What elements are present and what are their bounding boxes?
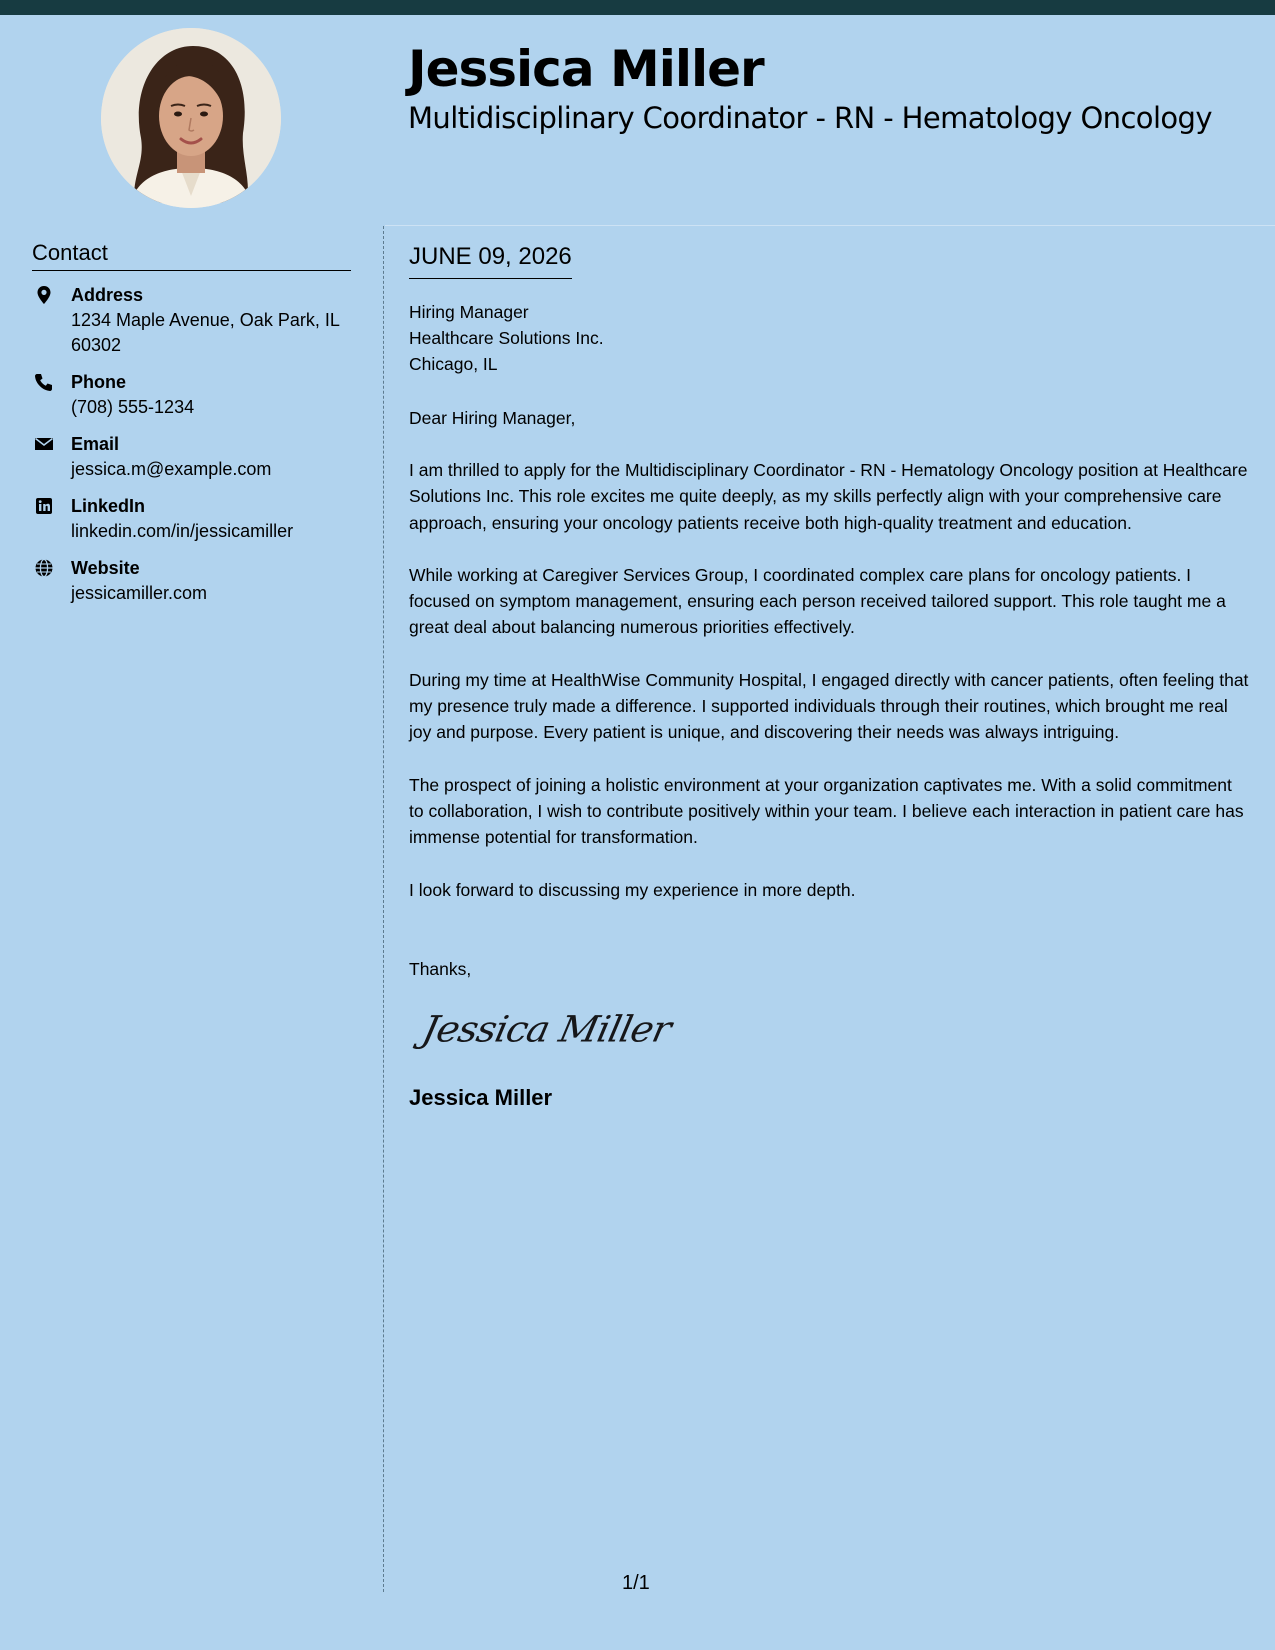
phone-icon [34, 372, 54, 392]
website-value[interactable]: jessicamiller.com [71, 583, 208, 604]
linkedin-icon [34, 496, 54, 516]
paragraph: During my time at HealthWise Community Hospital, I engaged directly with cancer patients, often feeling that my presence truly made a difference. I supported individuals through their routines, which brought me real joy and purpose. Every patient is unique, and discovering their needs was always intriguing. [409, 669, 1249, 743]
contact-item-email [32, 432, 351, 482]
paragraph: The prospect of joining a holistic environment at your organization captivates me. With a solid commitment to collaboration, I wish to contribute positively within your team. I believe each interaction in patient care has immense potential for transformation. [409, 774, 1244, 848]
contact-label: Address [71, 285, 144, 306]
linkedin-value[interactable]: linkedin.com/in/jessicamiller [71, 521, 294, 542]
recipient-block [409, 299, 1249, 378]
contact-label: Email [71, 434, 120, 455]
paragraph: I am thrilled to apply for the Multidisciplinary Coordinator - RN - Hematology Oncology position at Healthcare Solutions Inc. This role excites me quite deeply, as my skills perfectly align with your comprehensive care approach, ensuring your oncology patients receive both high-quality treatment and education. [409, 459, 1248, 533]
contact-item-website [32, 556, 351, 606]
top-accent-bar [0, 0, 1275, 15]
page-number: 1/1 [622, 1572, 650, 1594]
sign-off: Thanks, [409, 958, 472, 979]
envelope-icon [34, 434, 54, 454]
signer-name: Jessica Miller [409, 1085, 553, 1111]
header-divider [385, 225, 1275, 226]
address-value: 1234 Maple Avenue, Oak Park, IL 60302 [71, 310, 340, 356]
salutation: Dear Hiring Manager, [409, 407, 576, 428]
contact-item-linkedin [32, 494, 351, 544]
contact-label: Website [71, 558, 140, 579]
contact-heading: Contact [32, 240, 351, 271]
contact-item-phone [32, 370, 351, 420]
header-name: Jessica Miller [408, 40, 764, 98]
paragraph: While working at Caregiver Services Group, I coordinated complex care plans for oncology patients. I focused on symptom management, ensuring each person received tailored support. This role taught me a great deal about balancing numerous priorities effectively. [409, 564, 1226, 638]
letter-body [409, 243, 1249, 1112]
sidebar-contact [32, 240, 351, 618]
contact-item-address [32, 283, 351, 358]
recipient-line: Healthcare Solutions Inc. [409, 328, 604, 349]
header-job-title: Multidisciplinary Coordinator - RN - Hematology Oncology [408, 101, 1212, 135]
map-pin-icon [34, 285, 54, 305]
recipient-line: Chicago, IL [409, 354, 498, 375]
column-divider [383, 226, 384, 1592]
globe-icon [34, 558, 54, 578]
letter-date: JUNE 09, 2026 [409, 243, 572, 279]
contact-label: LinkedIn [71, 496, 146, 517]
handwritten-signature: Jessica Miller [418, 1008, 675, 1051]
contact-label: Phone [71, 372, 127, 393]
email-value[interactable]: jessica.m@example.com [71, 459, 272, 480]
recipient-line: Hiring Manager [409, 301, 529, 322]
avatar [101, 28, 281, 208]
paragraph: I look forward to discussing my experience in more depth. [409, 879, 856, 900]
phone-value: (708) 555-1234 [71, 397, 195, 418]
